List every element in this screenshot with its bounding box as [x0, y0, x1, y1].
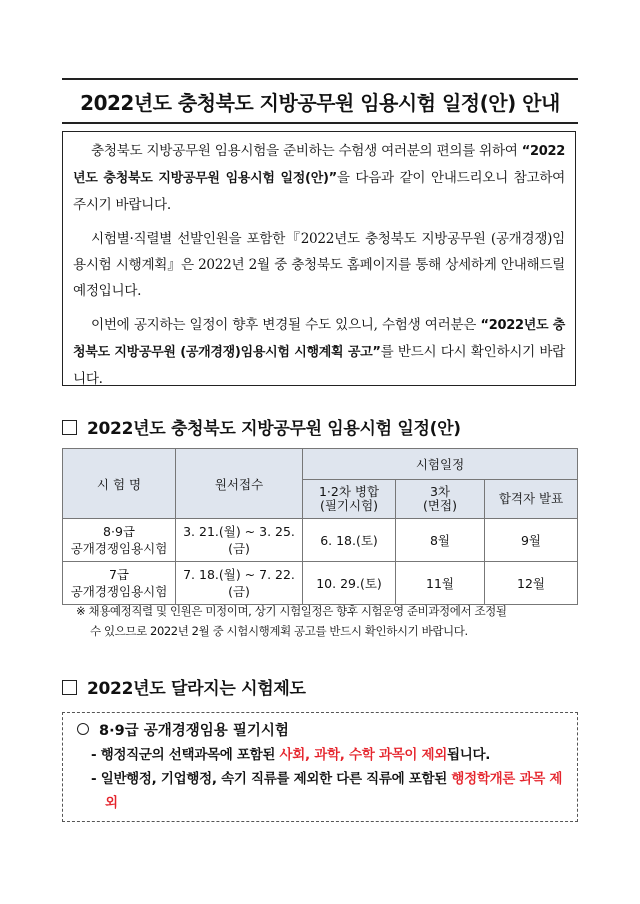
intro-paragraph-2: 시험별·직렬별 선발인원을 포함한『2022년도 충청북도 지방공무원 (공개경쟁)임용시험 시행계획』은 2022년 2월 중 충청북도 홈페이지를 통해 상세하게 안내해드릴 예정입니다.	[73, 231, 565, 299]
intro-p3-text: 이번에 공지하는 일정이 향후 변경될 수도 있으니, 수험생 여러분은	[91, 317, 477, 333]
header-interview	[396, 480, 485, 519]
section-title: 2022년도 달라지는 시험제도	[87, 679, 306, 699]
note-line-1: ※ 채용예정직렬 및 인원은 미정이며, 상기 시험일정은 향후 시험운영 준비과정에서 조정될	[76, 604, 507, 618]
change-item-1-text: - 행정직군의 선택과목에 포함된	[91, 747, 280, 763]
section-heading-schedule	[62, 414, 461, 439]
header-schedule: 시험일정	[303, 449, 578, 480]
cell-interview: 8월	[396, 519, 485, 562]
changes-heading	[77, 719, 565, 743]
square-bullet-icon	[62, 680, 77, 695]
square-bullet-icon	[62, 420, 77, 435]
header-application: 원서접수	[176, 449, 303, 519]
title-banner	[62, 78, 578, 124]
changes-box	[62, 712, 578, 822]
intro-p1-text: 충청북도 지방공무원 임용시험을 준비하는 수험생 여러분의 편의를 위하여	[91, 143, 518, 159]
header-result: 합격자 발표	[485, 480, 578, 519]
table-row	[63, 519, 578, 562]
intro-paragraph-3	[73, 312, 565, 392]
header-interview-a: 3차	[429, 484, 451, 499]
cell-exam-name	[63, 519, 176, 562]
cell-exam-grade: 7급	[108, 567, 130, 582]
change-item-1-highlight: 사회, 과학, 수학 과목이 제외	[279, 747, 447, 763]
cell-result: 9월	[485, 519, 578, 562]
cell-exam-type: 공개경쟁임용시험	[70, 541, 168, 556]
header-interview-b: (면접)	[423, 498, 457, 513]
change-item-1	[91, 743, 565, 767]
table-row	[63, 562, 578, 605]
change-item-2	[91, 767, 565, 815]
cell-result: 12월	[485, 562, 578, 605]
schedule-table	[62, 448, 578, 605]
section-heading-changes	[62, 674, 306, 699]
header-written-a: 1·2차 병합	[318, 484, 380, 499]
intro-p1-bold: “2022년도 충청북도 지방공무원 임용시험 일정(안)”	[73, 144, 565, 186]
cell-exam-grade: 8·9급	[103, 524, 135, 539]
intro-paragraph-1	[73, 138, 565, 218]
changes-heading-text: 8·9급 공개경쟁임용 필기시험	[99, 723, 289, 739]
cell-written: 6. 18.(토)	[303, 519, 396, 562]
change-item-2-text: - 일반행정, 기업행정, 속기 직류를 제외한 다른 직류에 포함된	[91, 771, 452, 787]
header-exam-name: 시 험 명	[63, 449, 176, 519]
intro-box	[62, 131, 576, 386]
intro-p1-text-end: 을 다음과 같이 안내드리오니 참고하여 주시기 바랍니다.	[73, 170, 565, 213]
cell-exam-type: 공개경쟁임용시험	[70, 584, 168, 599]
note-line-2: 수 있으므로 2022년 2월 중 시험시행계획 공고를 반드시 확인하시기 바랍니다.	[90, 624, 468, 638]
cell-interview: 11월	[396, 562, 485, 605]
change-item-2-highlight: 행정학개론 과목 제외	[105, 771, 563, 811]
cell-application: 3. 21.(월) ~ 3. 25.(금)	[176, 519, 303, 562]
header-written	[303, 480, 396, 519]
cell-exam-name	[63, 562, 176, 605]
schedule-note	[76, 601, 581, 641]
cell-application: 7. 18.(월) ~ 7. 22.(금)	[176, 562, 303, 605]
cell-written: 10. 29.(토)	[303, 562, 396, 605]
change-item-1-end: 됩니다.	[446, 747, 491, 763]
intro-p3-bold: “2022년도 충청북도 지방공무원 (공개경쟁)임용시험 시행계획 공고”	[73, 318, 566, 360]
section-title: 2022년도 충청북도 지방공무원 임용시험 일정(안)	[87, 419, 461, 439]
header-written-b: (필기시험)	[319, 498, 379, 513]
circle-bullet-icon	[77, 723, 89, 735]
intro-p3-text-end: 를 반드시 다시 확인하시기 바랍니다.	[73, 344, 565, 387]
page-title: 2022년도 충청북도 지방공무원 임용시험 일정(안) 안내	[80, 90, 560, 115]
